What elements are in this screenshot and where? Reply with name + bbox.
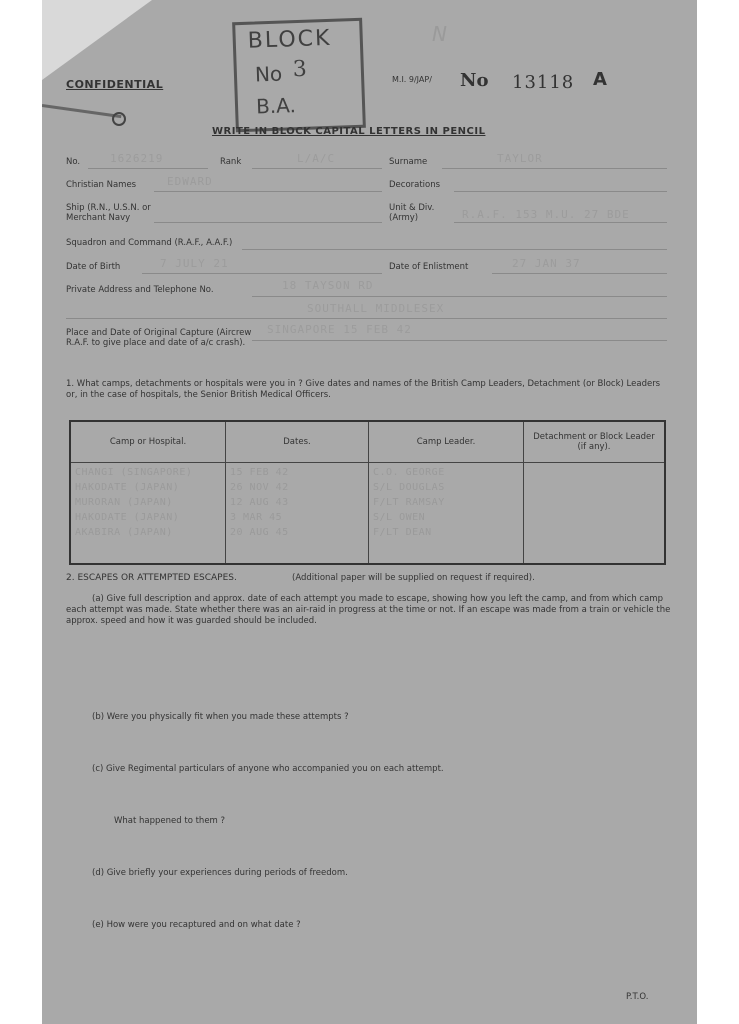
serial-number: 13118 [512,72,575,93]
field-value-address-line-1[interactable]: 18 TAYSON RD [282,279,374,292]
camp-entry: HAKODATE (JAPAN) [75,512,180,523]
field-line-enlistment [492,273,667,274]
classification-label: CONFIDENTIAL [66,78,164,91]
col-header-camp: Camp or Hospital. [70,421,226,463]
field-line-dob [142,273,382,274]
serial-suffix: A [593,69,607,90]
field-value-address-line-2[interactable]: SOUTHALL MIDDLESEX [307,302,445,315]
camp-entry: HAKODATE (JAPAN) [75,482,180,493]
date-entry: 15 FEB 42 [230,467,289,478]
section-1-instructions: 1. What camps, detachments or hospitals were you in ? Give dates and names of the British Camp Leaders, Detachment (or Block) Leaders or, in the case of hospitals, the Senior British Medical Officers. [66,379,661,400]
camp-entry: MURORAN (JAPAN) [75,497,173,508]
field-label-ship: Ship (R.N., U.S.N. or Merchant Navy [66,203,151,223]
field-value-rank[interactable]: L/A/C [297,152,336,165]
field-value-christian-names[interactable]: EDWARD [167,175,213,188]
field-line-unit [454,222,667,223]
field-label-surname: Surname [389,157,428,167]
field-value-dob[interactable]: 7 JULY 21 [160,257,229,270]
field-label-dob: Date of Birth [66,262,121,272]
field-line-squadron [242,249,667,250]
question-2e: (e) How were you recaptured and on what date ? [92,920,301,930]
camps-table [69,420,666,565]
stamp-number: 3 [292,56,308,83]
field-line-address-2 [66,318,667,319]
leader-cell[interactable] [369,463,524,565]
field-line-decorations [454,191,667,192]
field-value-surname[interactable]: TAYLOR [497,152,543,165]
instruction-heading: WRITE IN BLOCK CAPITAL LETTERS IN PENCIL [212,126,486,137]
field-label-christian-names: Christian Names [66,180,137,190]
field-line-address-1 [252,296,667,297]
field-label-capture: Place and Date of Original Capture (Aircrew R.A.F. to give place and date of a/c crash). [66,328,252,348]
leader-entry: F/LT DEAN [373,527,432,538]
stamp-line-3: B.A. [255,93,297,119]
number-label: No [460,70,489,91]
handwritten-mark: N [432,22,447,46]
question-2b: (b) Were you physically fit when you made these attempts ? [92,712,349,722]
field-line-rank [252,168,382,169]
section-2-note: (Additional paper will be supplied on request if required). [292,573,535,583]
paper-clip-wire [42,104,121,118]
field-label-rank: Rank [220,157,242,167]
camp-entry: AKABIRA (JAPAN) [75,527,173,538]
field-value-enlistment[interactable]: 27 JAN 37 [512,257,581,270]
stamp-line-1: BLOCK [247,25,332,54]
field-line-ship [154,222,382,223]
field-label-address: Private Address and Telephone No. [66,285,214,295]
paper-clip-ring [112,112,126,126]
field-label-squadron: Squadron and Command (R.A.F., A.A.F.) [66,238,233,248]
field-line-christian-names [154,191,382,192]
section-2-heading: 2. ESCAPES OR ATTEMPTED ESCAPES. [66,573,237,583]
field-label-unit: Unit & Div. (Army) [389,203,435,223]
field-label-decorations: Decorations [389,180,441,190]
field-line-surname [442,168,667,169]
leader-entry: F/LT RAMSAY [373,497,445,508]
please-turn-over: P.T.O. [626,992,649,1002]
field-label-enlistment: Date of Enlistment [389,262,469,272]
question-2d: (d) Give briefly your experiences during periods of freedom. [92,868,348,878]
leader-entry: S/L DOUGLAS [373,482,445,493]
leader-entry: S/L OWEN [373,512,426,523]
block-stamp [232,18,366,132]
stamp-line-2: No [254,61,283,87]
date-entry: 3 MAR 45 [230,512,283,523]
form-reference: M.I. 9/JAP/ [392,75,432,84]
col-header-camp-leader: Camp Leader. [369,421,524,463]
field-value-unit[interactable]: R.A.F. 153 M.U. 27 BDE [462,208,630,221]
date-entry: 20 AUG 45 [230,527,289,538]
field-label-no: No. [66,157,81,167]
form-sheet [42,0,697,1024]
field-line-capture [252,340,667,341]
field-line-no [88,168,208,169]
question-2c-followup: What happened to them ? [114,816,226,826]
col-header-dates: Dates. [226,421,369,463]
date-entry: 26 NOV 42 [230,482,289,493]
table-row [70,463,665,565]
col-header-detachment-leader: Detachment or Block Leader (if any). [524,421,666,463]
date-entry: 12 AUG 43 [230,497,289,508]
field-value-no[interactable]: 1626219 [110,152,164,165]
camp-entry: CHANGI (SINGAPORE) [75,467,193,478]
dates-cell[interactable] [226,463,369,565]
question-2a: (a) Give full description and approx. date of each attempt you made to escape, showing how you left the camp, and from which camp each attempt was made. State whether there was an air-raid in progress at the time or not. If an escape was made from a train or vehicle the approx. speed and how it was guarded should be included. [66,594,671,626]
question-2c: (c) Give Regimental particulars of anyone who accompanied you on each attempt. [92,764,444,774]
camp-cell[interactable] [70,463,226,565]
folded-corner [42,0,152,80]
field-value-capture[interactable]: SINGAPORE 15 FEB 42 [267,323,412,336]
leader-entry: C.O. GEORGE [373,467,445,478]
detachment-cell[interactable] [524,463,666,565]
